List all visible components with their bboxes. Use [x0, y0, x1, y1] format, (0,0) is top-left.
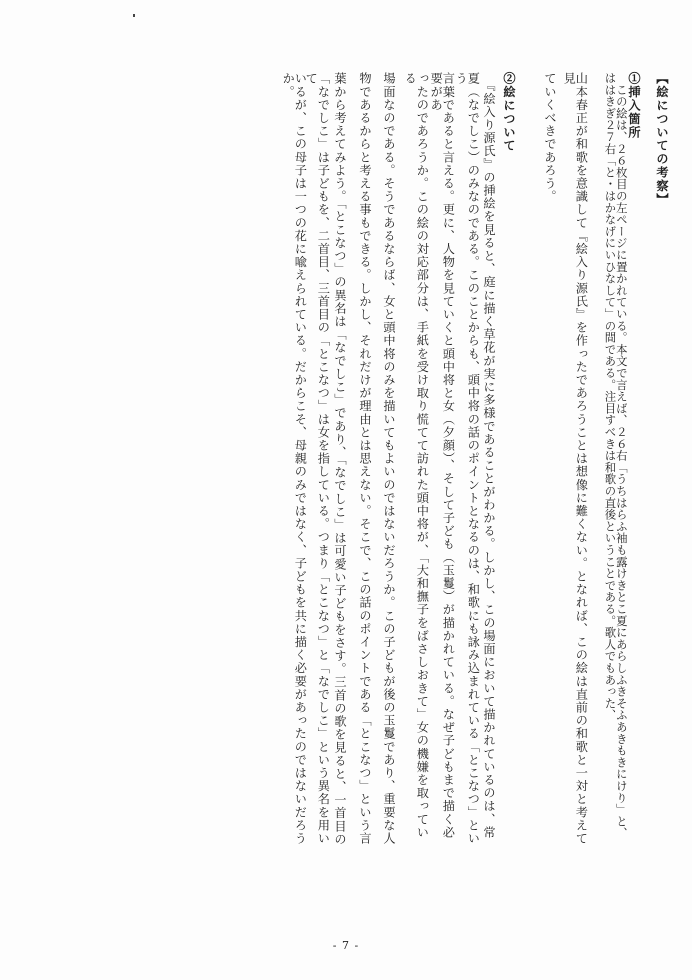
body-line: 「なでしこ」は子どもを、二首目、三首目の「とこなつ」は女を指している。つまり「とこなつ」と「なでしこ」という異名を用いて [304, 72, 331, 845]
body-line: 山本春正が和歌を意識して『絵入り源氏』を作ったであろうことは想像に難くない。となれば、この絵は直前の和歌と一対と考えて見 [562, 72, 589, 845]
body-line: 夏（なでしこ）のみなのである。このことからも、頭中将の話のポイントとなるのは、和歌にも詠み込まれている「とこなつ」という [454, 72, 481, 845]
body-line: 物であるからと考える事もできる。しかし、それだけが理由とは思えない。そこで、この話のポイントである「とこなつ」という言 [358, 72, 372, 845]
body-line: いるが、この母子は一つの花に喩えられている。だからこそ、母親のみではなく、子どもを共に描く必要があったのではないだろうか。 [281, 72, 308, 845]
body-line: 葉から考えてみよう。「とこなつ」の異名は「なでしこ」であり、「なでしこ」は可愛い子どもをさす。三首の歌を見ると、一首目の [333, 72, 347, 846]
body-line: ったのであろうか。この絵の対応部分は、手紙を受け取り慌てて訪れた頭中将が、「大和撫子をばさしおきて」女の機嫌を取っている [403, 72, 430, 839]
body-line: 言葉であると言える。更に、人物を見ていくと頭中将と女（夕顔）、そして子ども（玉鬘）が描かれている。なぜ子どもまで描く必要があ [429, 72, 456, 839]
page-number: - 7 - [332, 939, 360, 952]
scan-speck [133, 14, 135, 17]
subheading-about-picture: ②絵について [502, 72, 516, 153]
body-line: この絵は、２６枚目の左ページに置かれている。本文で言えば、２６右「うちはらふ袖も露けきとこ夏にあらしふきそふあきもきにけり」と、ははきぎ２７右「と・はかなげにいひなして」の間である。注目すべきは和歌の直後ということである。歌人でもあった、 [603, 72, 629, 839]
body-line: 場面なのである。そうであるならば、女と頭中将のみを描いてもよいのではないだろうか。この子どもが後の玉鬘であり、重要な人 [382, 72, 396, 845]
subheading-insertion-location: ①挿入箇所 [627, 72, 641, 139]
section-heading: 【絵についての考察】 [655, 72, 669, 206]
body-line: ていくべきであろう。 [543, 72, 557, 203]
body-line: 『絵入り源氏』の挿絵を見ると、庭に描く草花が実に多様であることがわかる。しかし、この場面において描かれているのは、常 [482, 72, 496, 839]
